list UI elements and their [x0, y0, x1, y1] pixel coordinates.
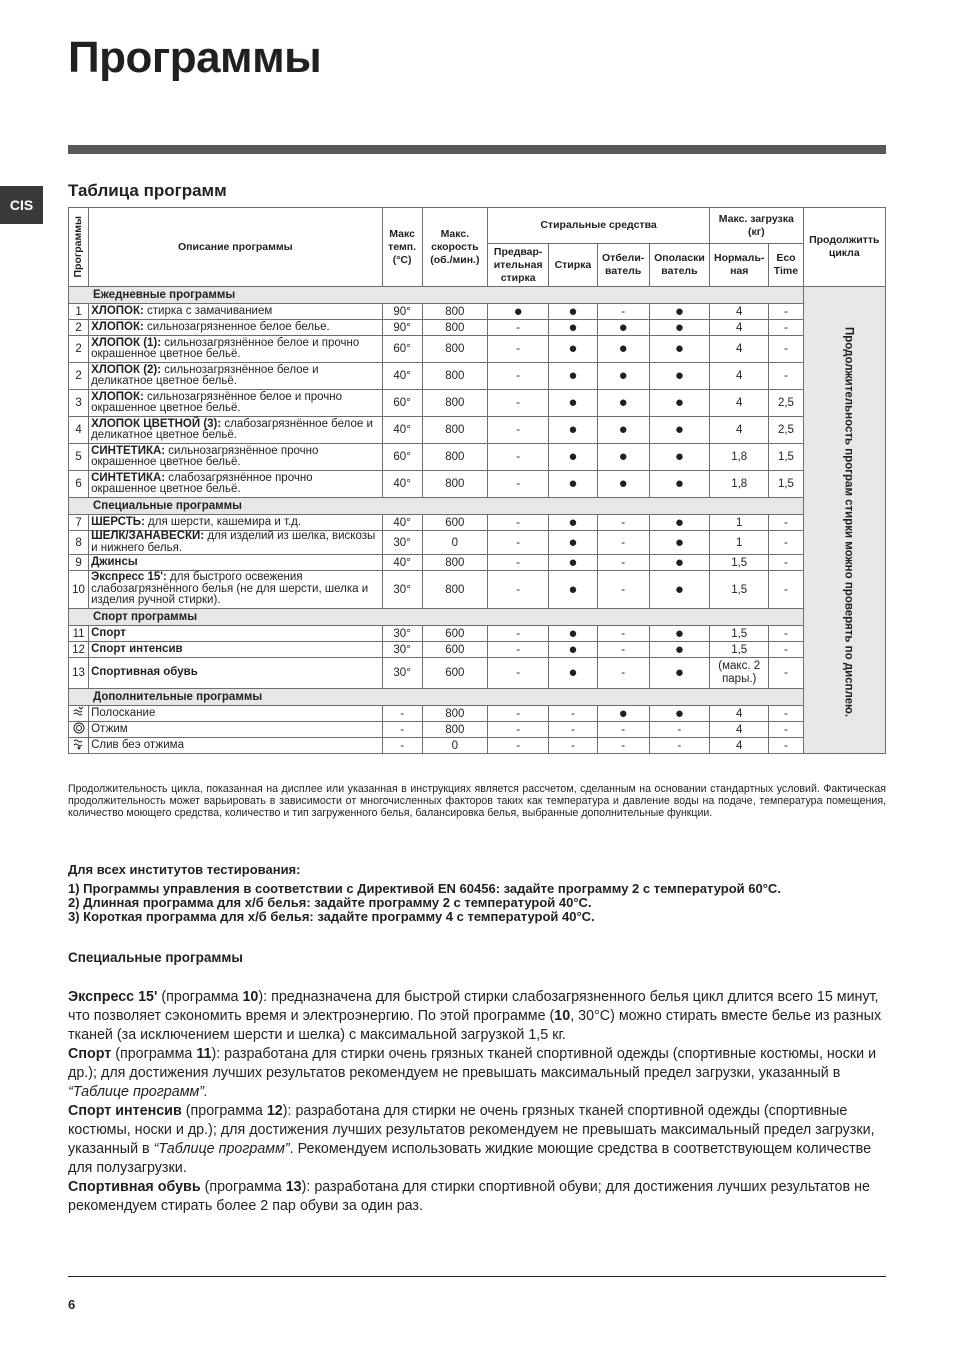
program-description: ХЛОПОК: стирка с замачиванием: [89, 304, 382, 320]
softener-cell: ●: [649, 336, 709, 363]
group-row: [69, 689, 886, 706]
wash-cell: ●: [549, 336, 597, 363]
load-normal-cell: (макс. 2 пары.): [710, 658, 769, 689]
table-row: [69, 336, 886, 363]
max-temp-cell: 30°: [382, 642, 422, 658]
program-number: 5: [69, 444, 89, 471]
col-eco-header: Eco Time: [769, 244, 803, 287]
program-description: Джинсы: [89, 555, 382, 571]
wash-cell: -: [549, 706, 597, 722]
max-speed-cell: 800: [422, 706, 487, 722]
max-temp-cell: 30°: [382, 571, 422, 609]
table-row: [69, 320, 886, 336]
table-row: [69, 626, 886, 642]
program-description: ХЛОПОК (2): сильнозагрязнённое белое и деликатное цветное бельё.: [89, 363, 382, 390]
program-number: 8: [69, 531, 89, 555]
bleach-cell: ●: [597, 444, 649, 471]
softener-cell: -: [649, 738, 709, 754]
col-softener-header: Ополаски ватель: [649, 244, 709, 287]
table-row: [69, 304, 886, 320]
max-speed-cell: 800: [422, 444, 487, 471]
wash-cell: ●: [549, 531, 597, 555]
program-description: СИНТЕТИКА: сильнозагрязнённое прочно окрашенное цветное бельё.: [89, 444, 382, 471]
max-temp-cell: 90°: [382, 304, 422, 320]
program-number: 12: [69, 642, 89, 658]
testing-item: 1) Программы управления в соответствии с Директивой EN 60456: задайте программу 2 с температурой 60°C.: [68, 881, 781, 896]
bleach-cell: ●: [597, 320, 649, 336]
col-detergents-header: Стиральные средства: [488, 208, 710, 244]
softener-cell: ●: [649, 706, 709, 722]
load-normal-cell: 4: [710, 336, 769, 363]
group-label: Специальные программы: [69, 498, 804, 515]
max-speed-cell: 0: [422, 738, 487, 754]
bleach-cell: ●: [597, 390, 649, 417]
program-number: 2: [69, 320, 89, 336]
special-programs-title: Специальные программы: [68, 950, 243, 965]
group-label: Дополнительные программы: [69, 689, 804, 706]
load-normal-cell: 1: [710, 531, 769, 555]
table-row: [69, 571, 886, 609]
softener-cell: ●: [649, 626, 709, 642]
program-number: 6: [69, 471, 89, 498]
max-temp-cell: -: [382, 706, 422, 722]
prewash-cell: -: [488, 706, 549, 722]
duration-note: Продолжительность програм стирки можно проверять по дисплею.: [842, 327, 855, 718]
load-eco-cell: -: [769, 363, 803, 390]
group-label: Спорт программы: [69, 609, 804, 626]
softener-cell: ●: [649, 363, 709, 390]
bleach-cell: -: [597, 642, 649, 658]
wash-cell: ●: [549, 571, 597, 609]
load-normal-cell: 1,8: [710, 471, 769, 498]
table-row: [69, 722, 886, 738]
program-description: ХЛОПОК ЦВЕТНОЙ (3): слабозагрязнённое белое и деликатное цветное бельё.: [89, 417, 382, 444]
col-speed-header: Макс. скорость (об./мин.): [422, 208, 487, 287]
bleach-cell: -: [597, 626, 649, 642]
bleach-cell: -: [597, 571, 649, 609]
programs-table: [68, 207, 886, 754]
max-speed-cell: 800: [422, 304, 487, 320]
load-normal-cell: 1,5: [710, 555, 769, 571]
max-temp-cell: 90°: [382, 320, 422, 336]
load-eco-cell: -: [769, 738, 803, 754]
programs-table-body: [69, 287, 886, 754]
max-speed-cell: 600: [422, 642, 487, 658]
bleach-cell: -: [597, 722, 649, 738]
load-normal-cell: 4: [710, 390, 769, 417]
load-normal-cell: 1,5: [710, 626, 769, 642]
program-description: Спорт: [89, 626, 382, 642]
prewash-cell: -: [488, 336, 549, 363]
wash-cell: ●: [549, 304, 597, 320]
softener-cell: ●: [649, 390, 709, 417]
prewash-cell: -: [488, 515, 549, 531]
softener-cell: ●: [649, 417, 709, 444]
wash-cell: ●: [549, 626, 597, 642]
max-speed-cell: 800: [422, 571, 487, 609]
table-row: [69, 555, 886, 571]
load-normal-cell: 1,5: [710, 571, 769, 609]
wash-cell: ●: [549, 320, 597, 336]
duration-footnote: Продолжительность цикла, показанная на дисплее или указанная в инструкциях является рассчетом, сделанным на основании стандартных условий. Фактическая продолжительность может варьировать в зависимости от многочисленных факторов таких как температура и давление воды на подаче, температура помещения, количество моющего средства, количество и тип загруженного белья, балансировка белья, выбранные дополнительные функции.: [68, 783, 886, 820]
testing-title: Для всех институтов тестирования:: [68, 862, 301, 877]
softener-cell: ●: [649, 571, 709, 609]
bleach-cell: -: [597, 658, 649, 689]
group-row: [69, 287, 886, 304]
table-row: [69, 417, 886, 444]
prewash-cell: -: [488, 658, 549, 689]
bleach-cell: ●: [597, 471, 649, 498]
bleach-cell: -: [597, 531, 649, 555]
program-description: Спорт интенсив: [89, 642, 382, 658]
table-title: Таблица программ: [68, 181, 227, 200]
table-row: [69, 658, 886, 689]
spin-icon: [69, 722, 89, 738]
group-row: [69, 609, 886, 626]
col-prewash-header: Предвар-ительная стирка: [488, 244, 549, 287]
softener-cell: ●: [649, 304, 709, 320]
softener-cell: -: [649, 722, 709, 738]
special-programs-text: Экспресс 15' (программа 10): предназначена для быстрой стирки слабозагрязненного белья цикл длится всего 15 минут, что позволяет сэкономить время и электроэнергию. По этой программе (10, 30°C) можно стирать вместе белье из разных тканей (за исключением шерсти и шелка) с максимальной загрузкой 1,5 кг. Спорт (программа 11): разработана для стирки очень грязных тканей спортивной одежды (спортивные костюмы, носки и др.); для достижения лучших результатов рекомендуем не превышать максимальный предел загрузки, указанный в “Таблице программ”. Спорт интенсив (программа 12): разработана для стирки не очень грязных тканей спортивной одежды (спортивные костюмы, носки и др.); для достижения лучших результатов рекомендуем не превышать максимальный предел загрузки, указанный в “Таблице программ”. Рекомендуем использовать жидкие моющие средства в соответствующем количестве для полузагрузки. Спортивная обувь (программа 13): разработана для стирки спортивной обуви; для достижения лучших результатов не рекомендуем стирать более 2 пар обуви за один раз.: [68, 989, 882, 1214]
prewash-cell: -: [488, 444, 549, 471]
wash-cell: ●: [549, 417, 597, 444]
program-description: Полоскание: [89, 706, 382, 722]
load-eco-cell: -: [769, 658, 803, 689]
program-number: 3: [69, 390, 89, 417]
wash-cell: ●: [549, 515, 597, 531]
wash-cell: ●: [549, 363, 597, 390]
max-temp-cell: 30°: [382, 531, 422, 555]
load-eco-cell: 2,5: [769, 417, 803, 444]
bleach-cell: -: [597, 738, 649, 754]
group-label: Ежедневные программы: [69, 287, 804, 304]
load-eco-cell: -: [769, 626, 803, 642]
testing-item: 3) Короткая программа для х/б белья: задайте программу 4 с температурой 40°C.: [68, 909, 595, 924]
col-normal-header: Нормаль-ная: [710, 244, 769, 287]
max-speed-cell: 800: [422, 336, 487, 363]
page-number: 6: [68, 1297, 76, 1312]
load-eco-cell: -: [769, 555, 803, 571]
group-row: [69, 498, 886, 515]
softener-cell: ●: [649, 658, 709, 689]
program-description: ШЕЛК/ЗАНАВЕСКИ: для изделий из шелка, вискозы и нижнего белья.: [89, 531, 382, 555]
load-normal-cell: 4: [710, 706, 769, 722]
wash-cell: ●: [549, 555, 597, 571]
load-normal-cell: 4: [710, 320, 769, 336]
table-row: [69, 471, 886, 498]
prewash-cell: -: [488, 555, 549, 571]
load-eco-cell: 1,5: [769, 471, 803, 498]
prewash-cell: -: [488, 738, 549, 754]
bleach-cell: ●: [597, 706, 649, 722]
table-row: [69, 363, 886, 390]
duration-cell: [803, 287, 885, 754]
testing-list: [68, 882, 781, 924]
program-description: СИНТЕТИКА: слабозагрязнённое прочно окрашенное цветное бельё.: [89, 471, 382, 498]
program-number: 9: [69, 555, 89, 571]
max-temp-cell: 40°: [382, 515, 422, 531]
wash-cell: -: [549, 738, 597, 754]
load-eco-cell: -: [769, 722, 803, 738]
max-speed-cell: 0: [422, 531, 487, 555]
max-speed-cell: 800: [422, 320, 487, 336]
col-bleach-header: Отбели-ватель: [597, 244, 649, 287]
max-speed-cell: 600: [422, 626, 487, 642]
prewash-cell: -: [488, 722, 549, 738]
program-number: 13: [69, 658, 89, 689]
bleach-cell: ●: [597, 336, 649, 363]
drain-icon: [69, 738, 89, 754]
max-speed-cell: 800: [422, 417, 487, 444]
max-speed-cell: 600: [422, 515, 487, 531]
load-eco-cell: -: [769, 706, 803, 722]
load-eco-cell: -: [769, 531, 803, 555]
wash-cell: ●: [549, 471, 597, 498]
table-row: [69, 515, 886, 531]
load-normal-cell: 1: [710, 515, 769, 531]
program-description: Отжим: [89, 722, 382, 738]
program-description: Спортивная обувь: [89, 658, 382, 689]
table-row: [69, 738, 886, 754]
load-normal-cell: 4: [710, 363, 769, 390]
bleach-cell: ●: [597, 417, 649, 444]
program-description: Слив беэ отжима: [89, 738, 382, 754]
program-number: 7: [69, 515, 89, 531]
max-temp-cell: 60°: [382, 336, 422, 363]
bleach-cell: -: [597, 304, 649, 320]
prewash-cell: -: [488, 571, 549, 609]
prewash-cell: -: [488, 531, 549, 555]
program-description: Экспресс 15': для быстрого освежения слабозагрязнённого белья (не для шерсти, шелка и изделия ручной стирки).: [89, 571, 382, 609]
load-normal-cell: 4: [710, 304, 769, 320]
softener-cell: ●: [649, 515, 709, 531]
bleach-cell: -: [597, 555, 649, 571]
bleach-cell: -: [597, 515, 649, 531]
prewash-cell: -: [488, 390, 549, 417]
load-eco-cell: -: [769, 642, 803, 658]
col-duration-header: Продолжитть цикла: [803, 208, 885, 287]
max-speed-cell: 800: [422, 363, 487, 390]
prewash-cell: -: [488, 363, 549, 390]
wash-cell: ●: [549, 390, 597, 417]
table-row: [69, 444, 886, 471]
title-divider: [68, 145, 886, 154]
load-eco-cell: -: [769, 320, 803, 336]
wash-cell: ●: [549, 658, 597, 689]
load-eco-cell: -: [769, 304, 803, 320]
program-description: ШЕРСТЬ: для шерсти, кашемира и т.д.: [89, 515, 382, 531]
prewash-cell: -: [488, 626, 549, 642]
load-eco-cell: 1,5: [769, 444, 803, 471]
program-number: 2: [69, 363, 89, 390]
col-programs-header: Программы: [69, 208, 89, 287]
prewash-cell: -: [488, 320, 549, 336]
max-speed-cell: 800: [422, 722, 487, 738]
col-description-header: Описание программы: [89, 208, 382, 287]
testing-item: 2) Длинная программа для х/б белья: задайте программу 2 с температурой 40°C.: [68, 895, 592, 910]
page-title: Программы: [68, 33, 322, 82]
prewash-cell: -: [488, 417, 549, 444]
max-temp-cell: 60°: [382, 444, 422, 471]
wash-cell: -: [549, 722, 597, 738]
table-row: [69, 706, 886, 722]
program-number: 10: [69, 571, 89, 609]
load-normal-cell: 1,5: [710, 642, 769, 658]
table-row: [69, 531, 886, 555]
load-normal-cell: 4: [710, 417, 769, 444]
load-normal-cell: 1,8: [710, 444, 769, 471]
load-eco-cell: -: [769, 571, 803, 609]
softener-cell: ●: [649, 471, 709, 498]
load-eco-cell: -: [769, 336, 803, 363]
max-temp-cell: 40°: [382, 471, 422, 498]
bleach-cell: ●: [597, 363, 649, 390]
rinse-icon: [69, 706, 89, 722]
max-speed-cell: 800: [422, 390, 487, 417]
language-tab: CIS: [0, 186, 43, 224]
max-temp-cell: 40°: [382, 555, 422, 571]
program-description: ХЛОПОК (1): сильнозагрязнённое белое и прочно окрашенное цветное бельё.: [89, 336, 382, 363]
max-temp-cell: 40°: [382, 363, 422, 390]
program-number: 2: [69, 336, 89, 363]
col-wash-header: Стирка: [549, 244, 597, 287]
prewash-cell: ●: [488, 304, 549, 320]
max-temp-cell: 30°: [382, 626, 422, 642]
softener-cell: ●: [649, 320, 709, 336]
footer-divider: [68, 1276, 886, 1277]
max-speed-cell: 800: [422, 471, 487, 498]
softener-cell: ●: [649, 444, 709, 471]
max-speed-cell: 600: [422, 658, 487, 689]
softener-cell: ●: [649, 555, 709, 571]
max-temp-cell: 60°: [382, 390, 422, 417]
softener-cell: ●: [649, 642, 709, 658]
max-temp-cell: 40°: [382, 417, 422, 444]
max-temp-cell: -: [382, 722, 422, 738]
prewash-cell: -: [488, 471, 549, 498]
softener-cell: ●: [649, 531, 709, 555]
col-temp-header: Макс темп. (°C): [382, 208, 422, 287]
program-number: 11: [69, 626, 89, 642]
table-row: [69, 390, 886, 417]
program-number: 4: [69, 417, 89, 444]
table-row: [69, 642, 886, 658]
max-temp-cell: 30°: [382, 658, 422, 689]
program-number: 1: [69, 304, 89, 320]
load-eco-cell: 2,5: [769, 390, 803, 417]
max-speed-cell: 800: [422, 555, 487, 571]
col-load-header: Макс. загрузка (кг): [710, 208, 803, 244]
load-normal-cell: 4: [710, 738, 769, 754]
max-temp-cell: -: [382, 738, 422, 754]
program-description: ХЛОПОК: сильнозагрязненное белое белье.: [89, 320, 382, 336]
wash-cell: ●: [549, 444, 597, 471]
wash-cell: ●: [549, 642, 597, 658]
load-eco-cell: -: [769, 515, 803, 531]
load-normal-cell: 4: [710, 722, 769, 738]
program-description: ХЛОПОК: сильнозагрязнённое белое и прочно окрашенное цветное бельё.: [89, 390, 382, 417]
prewash-cell: -: [488, 642, 549, 658]
